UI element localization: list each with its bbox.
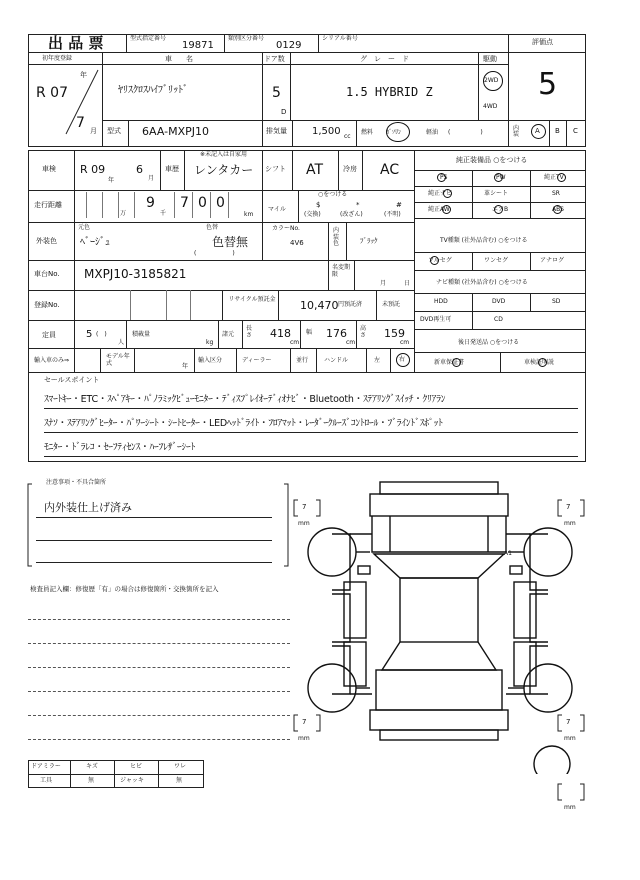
class-label: 類別区分番号 <box>228 35 265 42</box>
int-color-value: ﾌﾞﾗｯｸ <box>360 237 378 245</box>
later-cert: 車検証明説 <box>524 359 555 366</box>
fuel-gas: ｶﾞｿﾘﾝ <box>386 129 402 136</box>
rule <box>346 222 347 260</box>
tamper-sub: (改ざん) <box>340 211 363 218</box>
inspect-year-unit: 年 <box>108 177 115 184</box>
import-label: 輸入車のみ⇒ <box>34 357 70 364</box>
model-value: 6AA-MXPJ10 <box>142 125 209 138</box>
rule <box>290 52 291 120</box>
sales-underline <box>44 432 578 433</box>
capacity-value: 5 <box>86 329 93 340</box>
inspector-label: 検査員記入欄：修復歴「有」の場合は修復箇所・交換箇所を記入 <box>30 585 219 593</box>
fuel-diesel: 軽油 <box>426 129 439 136</box>
rule <box>262 150 263 190</box>
tread-bracket-rr <box>556 713 586 733</box>
len-unit: cm <box>290 339 300 346</box>
dealer: ディーラー <box>242 357 272 364</box>
rule <box>28 774 204 775</box>
notes-text: 内外装仕上げ済み <box>44 501 132 514</box>
notes-line <box>36 540 272 541</box>
equip-pw-mark <box>494 173 503 182</box>
later-warranty-mark <box>452 358 461 367</box>
exchange-sub: (交換) <box>304 211 321 218</box>
later-title: 後日発送品 ○をつける <box>458 339 520 346</box>
equip-leather: 革シート <box>484 190 509 197</box>
rule <box>70 760 71 788</box>
inspector-line <box>28 619 290 620</box>
height-value: 159 <box>384 327 405 340</box>
rule <box>190 290 191 320</box>
form-title: 出 品 票 <box>48 34 104 52</box>
tread-spare-unit: mm <box>564 804 576 811</box>
rule <box>414 150 415 372</box>
damage-a1: A1 <box>504 550 512 557</box>
tread-fl: 7 <box>302 503 307 511</box>
sales-underline <box>44 408 578 409</box>
inspector-line <box>28 667 290 668</box>
orig-color-value: ﾍﾞｰｼﾞｭ <box>80 237 110 248</box>
tread-rl-unit: mm <box>298 735 310 742</box>
rule <box>362 150 363 190</box>
mileage-digit-4: 0 <box>216 195 225 211</box>
rule <box>184 150 185 190</box>
title-exp-label: 名変期限 <box>332 264 351 279</box>
repaint-value: 色替無 <box>212 235 249 249</box>
rule <box>224 34 225 52</box>
unknown-sub: (不明) <box>384 211 401 218</box>
rule <box>102 120 508 121</box>
recycle-suffix: 円預託済 <box>338 301 363 308</box>
unpaid: 未預託 <box>382 301 401 308</box>
rule <box>134 348 135 372</box>
first-reg-year-unit: 年 <box>80 71 87 79</box>
car-name-label: 車 名 <box>165 55 193 63</box>
rule <box>376 290 377 320</box>
rule <box>414 252 586 253</box>
capacity-label: 定員 <box>42 331 56 339</box>
rule <box>262 52 263 147</box>
int-color-label: 内装色 <box>333 227 340 248</box>
rule <box>262 190 263 222</box>
rule <box>218 320 219 348</box>
rule <box>354 260 355 290</box>
equip-abs: ABS <box>552 206 564 213</box>
tread-bracket-rl <box>292 713 322 733</box>
equip-airbag-mark <box>494 205 503 214</box>
history-label: 車歴 <box>165 165 179 173</box>
dvd-play: DVD再生可 <box>420 316 452 323</box>
tread-fr: 7 <box>566 503 571 511</box>
model-label: 型式 <box>107 127 121 135</box>
rule <box>338 150 339 190</box>
tread-rr: 7 <box>566 718 571 726</box>
rule <box>74 150 75 372</box>
rule <box>318 34 319 52</box>
tv-title: TV種類 (社外品含む) ○をつける <box>440 237 528 244</box>
history-value: レンタカー <box>194 163 254 177</box>
score-label: 評価点 <box>532 38 553 46</box>
len-value: 418 <box>270 327 291 340</box>
model-cert-value: 19871 <box>182 40 214 51</box>
len-label: 長さ <box>246 325 253 339</box>
equip-navi-mark <box>443 189 452 198</box>
rule <box>414 218 586 219</box>
table-cell-tools-val: 無 <box>88 777 95 784</box>
car-name-value: ﾔﾘｽｸﾛｽﾊｲﾌﾞﾘｯﾄﾞ <box>118 85 188 96</box>
equip-aw-mark <box>442 205 451 214</box>
parallel: 並行 <box>296 357 309 364</box>
tread-bracket-spare <box>556 782 586 802</box>
table-header-scratch: キズ <box>86 763 98 770</box>
exchange: $ <box>316 201 321 209</box>
rule <box>390 348 391 372</box>
width-label: 幅 <box>306 329 313 336</box>
capacity-unit: 人 <box>118 339 125 346</box>
tv-one: ワンセグ <box>484 257 509 264</box>
cd: CD <box>494 316 503 323</box>
colorno-label: カラーNo. <box>272 225 300 232</box>
load-unit: kg <box>206 339 214 346</box>
mile-label: マイル <box>268 206 286 213</box>
notes-line <box>36 562 272 563</box>
rule <box>316 348 317 372</box>
tread-fr-unit: mm <box>564 520 576 527</box>
rule <box>414 329 586 330</box>
orig-color-label: 元色 <box>78 224 91 231</box>
load-label: 積載量 <box>132 331 151 338</box>
tv-full: フルセグ <box>428 257 452 264</box>
rule <box>28 52 508 53</box>
rule <box>278 290 279 320</box>
rule <box>102 52 103 147</box>
import-type-label: 輸入区分 <box>198 357 223 364</box>
model-cert-label: 型式指定番号 <box>130 35 167 42</box>
rule <box>28 348 414 349</box>
vin-label: 車台No. <box>34 270 60 278</box>
notes-bracket <box>26 480 290 570</box>
drive-label: 駆動 <box>483 55 497 63</box>
table-header-break: ワレ <box>174 763 187 770</box>
reg-label: 登録No. <box>34 301 60 309</box>
rule <box>126 320 127 348</box>
rule <box>114 760 115 788</box>
inspect-label: 車検 <box>42 165 56 173</box>
rule <box>356 120 357 147</box>
rule <box>549 120 550 147</box>
notes-label: 注意事項・不具合箇所 <box>46 479 107 486</box>
car-diagram <box>290 474 590 774</box>
width-unit: cm <box>346 339 356 346</box>
rule <box>472 170 473 218</box>
rule <box>566 120 567 147</box>
sales-label: セールスポイント <box>44 376 100 384</box>
doors-value: 5 <box>272 85 281 101</box>
rule <box>242 320 243 348</box>
interior-label: 内装 <box>513 125 520 138</box>
equip-ps: PS <box>440 174 448 181</box>
shift-value: AT <box>306 162 324 178</box>
rule <box>414 186 586 187</box>
unknown: # <box>396 201 402 209</box>
fuel-paren: ( ) <box>448 129 483 136</box>
width-value: 176 <box>326 327 347 340</box>
inspect-month-unit: 月 <box>148 175 155 182</box>
equip-tv: 純正TV <box>544 174 564 181</box>
first-reg-month-unit: 月 <box>90 127 97 135</box>
rule <box>328 260 329 290</box>
rule <box>478 52 479 120</box>
rule <box>508 52 586 53</box>
disp-unit: cc <box>344 133 351 140</box>
later-warranty: 新車保証書 <box>434 359 465 366</box>
first-reg-month: 7 <box>76 115 85 131</box>
rule <box>262 222 263 260</box>
rule <box>414 293 586 294</box>
title-exp-day: 日 <box>404 280 411 287</box>
rule <box>414 311 586 312</box>
rule <box>414 170 586 171</box>
mileage-digit-3: 0 <box>198 195 207 211</box>
first-reg-era: R 07 <box>36 85 68 101</box>
tv-full-mark <box>430 256 439 265</box>
inspector-line <box>28 643 290 644</box>
table-cell-tools: 工具 <box>40 777 53 784</box>
rule <box>414 202 586 203</box>
rule <box>292 150 293 190</box>
rule <box>290 348 291 372</box>
rule <box>28 64 508 65</box>
notes-line <box>36 517 272 518</box>
rule <box>166 290 167 320</box>
tread-bracket-fr <box>556 498 586 518</box>
inspect-month: 6 <box>136 163 143 176</box>
equip-tv-mark <box>557 173 566 182</box>
rule <box>366 348 367 372</box>
interior-a: A <box>535 127 540 135</box>
right: 右 <box>399 356 406 363</box>
colorno-value: 4V6 <box>290 239 304 247</box>
equip-abs-mark <box>553 205 562 214</box>
rule <box>28 290 414 291</box>
shift-label: シフト <box>265 165 286 173</box>
mileage-man: 万 <box>120 210 127 217</box>
sales-underline <box>44 456 578 457</box>
rule <box>160 150 161 190</box>
rule <box>128 120 129 147</box>
rule <box>414 270 586 271</box>
circle-note: ○をつける <box>318 191 348 198</box>
drive-2wd: 2WD <box>484 77 499 84</box>
history-note: ※未記入は自家用 <box>200 151 248 158</box>
recycle-value: 10,470 <box>300 299 339 312</box>
rule <box>472 252 473 270</box>
grade-label: グ レ ー ド <box>360 55 409 63</box>
navi-title: ナビ種類 (社外品含む) ○をつける <box>436 279 528 286</box>
inspector-line <box>28 739 290 740</box>
disp-value: 1,500 <box>312 126 341 137</box>
tread-bracket-fl <box>292 498 322 518</box>
disp-label: 排気量 <box>266 127 287 135</box>
ac-label: 冷房 <box>343 165 357 173</box>
ac-value: AC <box>380 162 400 178</box>
table-cell-jack-val: 無 <box>176 777 183 784</box>
rule <box>236 348 237 372</box>
doors-label: ドア数 <box>264 55 285 63</box>
inspector-line <box>28 691 290 692</box>
mileage-label: 走行距離 <box>34 201 62 209</box>
mileage-sen: 千 <box>160 210 167 217</box>
rule <box>300 320 301 348</box>
height-label: 高さ <box>360 325 367 339</box>
serial-label: シリアル番号 <box>322 35 358 42</box>
rule <box>530 252 531 270</box>
table-header-crack: ヒビ <box>130 763 143 770</box>
tamper: * <box>356 201 360 209</box>
rule <box>508 34 509 147</box>
sales-line-3: ﾓﾆﾀｰ・ﾄﾞﾗﾚｺ・ｾｰﾌﾃｨｾﾝｽ・ﾊｰﾌﾚｻﾞｰｼｰﾄ <box>44 442 196 453</box>
later-cert-mark <box>538 358 547 367</box>
rule <box>530 170 531 218</box>
doors-type: D <box>281 108 287 116</box>
rule <box>100 348 101 372</box>
equip-sr: SR <box>552 190 560 197</box>
vin-value: MXPJ10-3185821 <box>84 267 187 281</box>
height-unit: cm <box>400 339 410 346</box>
rule <box>298 190 299 222</box>
mileage-digit-1: 9 <box>146 195 155 211</box>
repaint-paren: ( ) <box>194 250 235 257</box>
repaint-label: 色替 <box>206 224 219 231</box>
mileage-unit: km <box>244 211 254 218</box>
color-label: 外装色 <box>36 237 57 245</box>
handle-label: ハンドル <box>324 357 349 364</box>
equip-navi: 純正ナビ <box>428 190 453 197</box>
rule <box>194 348 195 372</box>
rule <box>530 293 531 311</box>
navi-dvd: DVD <box>492 298 506 305</box>
recycle-label: リサイクル預託金 <box>228 296 276 303</box>
equip-airbag: エアB <box>492 206 509 213</box>
navi-hdd: HDD <box>434 298 448 305</box>
table-cell-jack: ジャッキ <box>120 777 144 784</box>
dim-label: 諸元 <box>222 331 235 338</box>
score-value: 5 <box>538 67 558 102</box>
title-exp-month: 月 <box>380 280 387 287</box>
model-year-label: モデル年式 <box>106 353 130 368</box>
tread-rr-unit: mm <box>564 735 576 742</box>
fuel-circle <box>386 122 410 142</box>
fuel-label: 燃料 <box>361 129 374 136</box>
grade-value: 1.5 HYBRID Z <box>346 85 433 99</box>
rule <box>28 260 414 261</box>
inspector-line <box>28 715 290 716</box>
left: 左 <box>374 357 381 364</box>
rule <box>126 34 127 52</box>
mileage-digit-2: 7 <box>180 195 189 211</box>
capacity-paren: ( ) <box>96 331 107 338</box>
equip-aw: 純正AW <box>428 206 450 213</box>
sales-line-2: ｽﾅｿ・ｽﾃｱﾘﾝｸﾞﾋｰﾀｰ・ﾊﾟﾜｰｼｰﾄ・ｼｰﾄﾋｰﾀｰ・LEDﾍｯﾄﾞﾗｲﾄ・ﾌﾛｱﾏｯﾄ・ﾚｰﾀﾞｰｸﾙｰｽﾞｺﾝﾄﾛｰﾙ・ﾌﾞﾗｲﾝﾄﾞｽﾎﾟｯﾄ <box>44 418 443 429</box>
tv-analog: アナログ <box>540 257 565 264</box>
equip-ps-mark <box>437 173 446 182</box>
tread-rl: 7 <box>302 718 307 726</box>
interior-c: C <box>573 127 578 135</box>
rule <box>508 120 586 121</box>
rule <box>292 120 293 147</box>
tread-fl-unit: mm <box>298 520 310 527</box>
equip-pw: PW <box>496 174 506 181</box>
rule <box>28 372 586 373</box>
rule <box>222 290 223 320</box>
navi-sd: SD <box>552 298 561 305</box>
table-header-mirror: ドアミラー <box>31 763 61 770</box>
mileage-boxes <box>74 190 262 220</box>
rule <box>328 222 329 260</box>
rule <box>356 320 357 348</box>
equipment-title: 純正装備品 ○をつける <box>456 156 528 164</box>
rule <box>500 352 501 372</box>
rule <box>130 290 131 320</box>
rule <box>28 222 414 223</box>
interior-b: B <box>555 127 560 135</box>
inspect-era: R 09 <box>80 163 106 176</box>
class-value: 0129 <box>276 40 302 51</box>
model-year-unit: 年 <box>182 363 189 370</box>
drive-4wd: 4WD <box>483 103 498 110</box>
sales-line-1: ｽﾏｰﾄｷｰ・ETC・ｽﾍﾟｱｷｰ・ﾊﾟﾉﾗﾐｯｸﾋﾞｭｰﾓﾆﾀｰ・ﾃﾞｨｽﾌﾟﾚｲｵｰﾃﾞｨｵﾅﾋﾞ・Bluetooth・ｽﾃｱﾘﾝｸﾞｽｲｯﾁ・ｸﾘｱﾗﾝ <box>44 394 446 405</box>
rule <box>158 760 159 788</box>
first-reg-label: 初年度登録 <box>42 55 73 62</box>
